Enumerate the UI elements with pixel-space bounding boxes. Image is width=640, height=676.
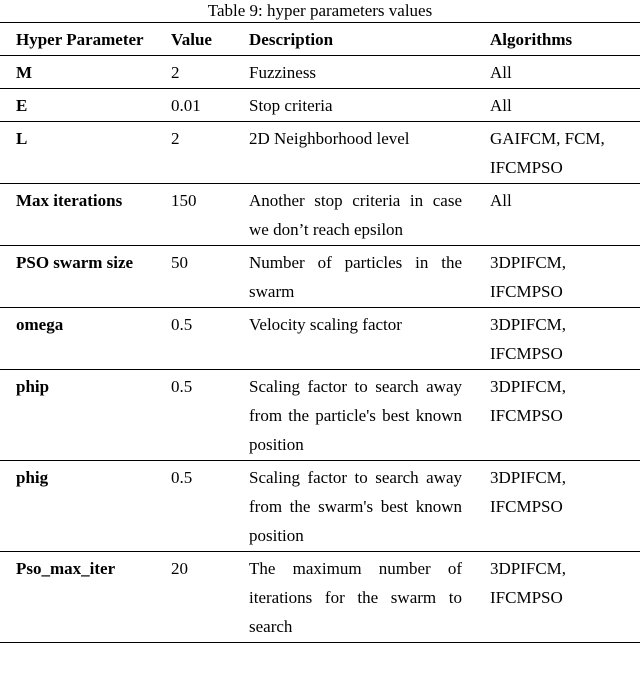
param-cell: L	[16, 129, 28, 148]
table-row	[0, 246, 640, 308]
value-cell: 0.5	[171, 377, 193, 396]
value-cell: 20	[171, 559, 188, 578]
param-cell: M	[16, 63, 33, 82]
value-cell: 2	[171, 129, 180, 148]
hyper-parameters-table	[0, 22, 640, 643]
param-cell: phip	[16, 377, 50, 396]
description-cell: Stop criteria	[249, 96, 333, 115]
description-cell: The maximum number of iterations for the swarm to search	[249, 559, 462, 636]
algorithms-cell: All	[490, 63, 512, 82]
value-cell: 0.5	[171, 468, 193, 487]
description-cell: 2D Neighborhood level	[249, 129, 410, 148]
value-cell: 0.01	[171, 96, 201, 115]
description-cell: Scaling factor to search away from the swarm's best known position	[249, 468, 462, 545]
algorithms-cell: 3DPIFCM, IFCMPSO	[490, 315, 567, 363]
value-cell: 150	[171, 191, 197, 210]
algorithms-cell: All	[490, 191, 512, 210]
table-row	[0, 122, 640, 184]
table-caption: Table 9: hyper parameters values	[207, 1, 433, 20]
header-value: Value	[171, 30, 212, 49]
value-cell: 0.5	[171, 315, 193, 334]
param-cell: PSO swarm size	[16, 253, 134, 272]
table-row	[0, 56, 640, 89]
table-row	[0, 89, 640, 122]
description-cell: Number of particles in the swarm	[249, 253, 462, 301]
table-header-row	[0, 23, 640, 56]
table-row	[0, 461, 640, 552]
algorithms-cell: All	[490, 96, 512, 115]
param-cell: Pso_max_iter	[16, 559, 116, 578]
description-cell: Scaling factor to search away from the particle's best known position	[249, 377, 462, 454]
description-cell: Another stop criteria in case we don’t reach epsilon	[249, 191, 462, 239]
header-hyper-parameter: Hyper Parameter	[16, 30, 144, 49]
param-cell: E	[16, 96, 28, 115]
value-cell: 2	[171, 63, 180, 82]
algorithms-cell: 3DPIFCM, IFCMPSO	[490, 253, 567, 301]
table-row	[0, 308, 640, 370]
param-cell: Max iterations	[16, 191, 123, 210]
table-row	[0, 370, 640, 461]
table-row	[0, 184, 640, 246]
description-cell: Velocity scaling factor	[249, 315, 402, 334]
algorithms-cell: 3DPIFCM, IFCMPSO	[490, 377, 567, 425]
table-row	[0, 552, 640, 643]
header-description: Description	[249, 30, 334, 49]
description-cell: Fuzziness	[249, 63, 317, 82]
algorithms-cell: GAIFCM, FCM, IFCMPSO	[490, 129, 605, 177]
param-cell: omega	[16, 315, 64, 334]
value-cell: 50	[171, 253, 188, 272]
algorithms-cell: 3DPIFCM, IFCMPSO	[490, 468, 567, 516]
header-algorithms: Algorithms	[490, 30, 573, 49]
param-cell: phig	[16, 468, 49, 487]
algorithms-cell: 3DPIFCM, IFCMPSO	[490, 559, 567, 607]
